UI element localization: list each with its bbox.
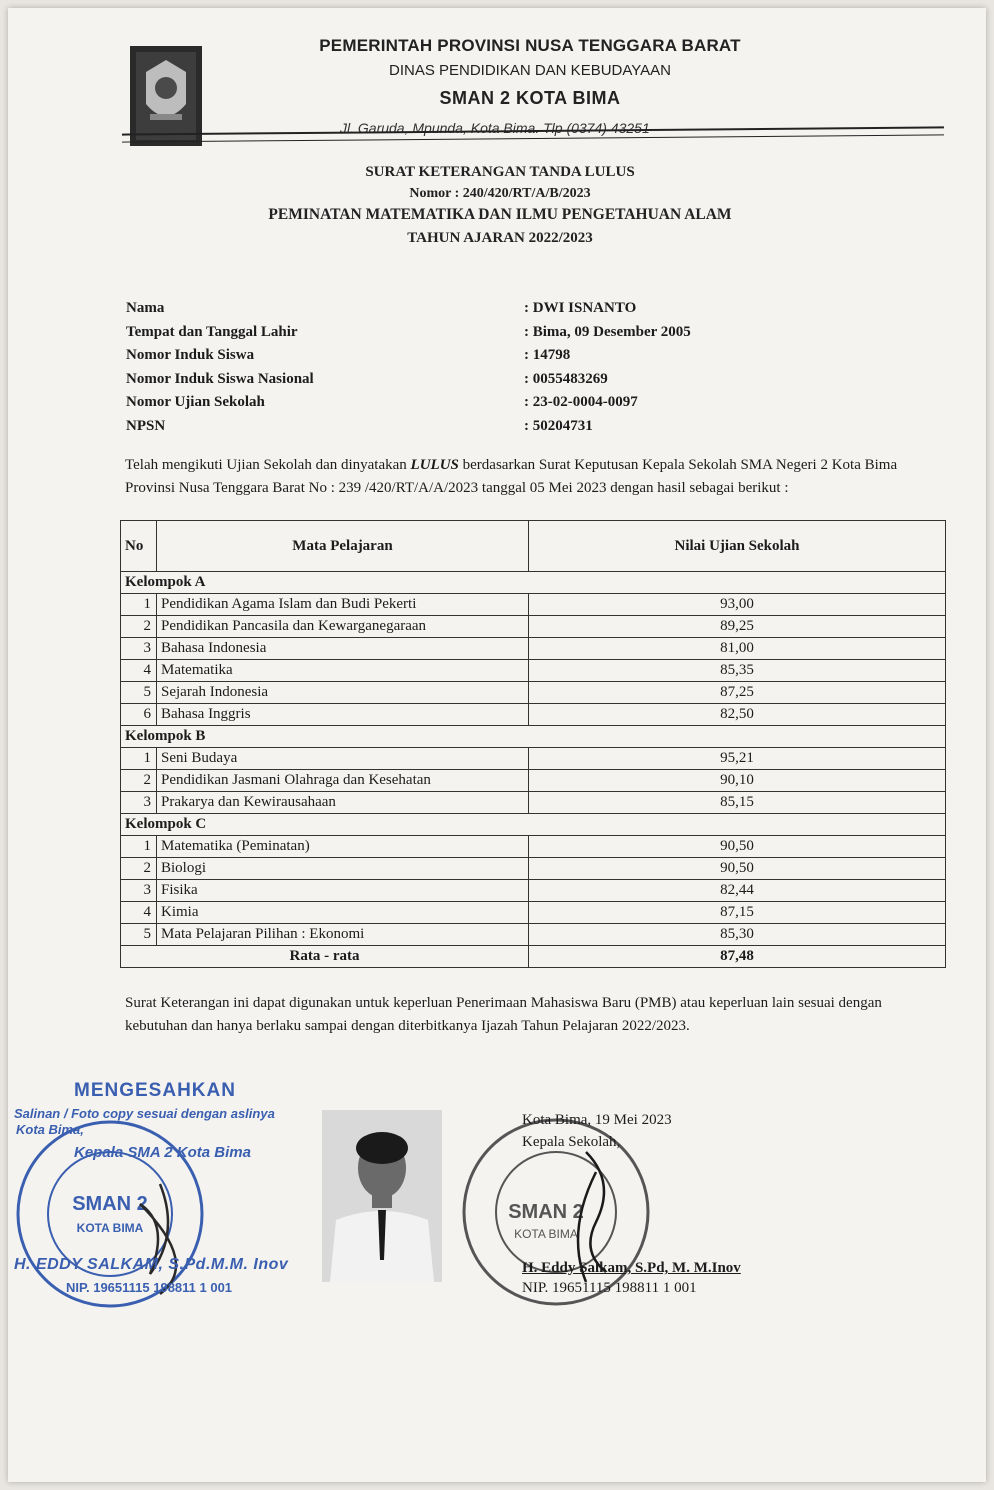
intro-before: Telah mengikuti Ujian Sekolah dan dinyatakan <box>125 457 411 473</box>
closing-paragraph: Surat Keterangan ini dapat digunakan untuk keperluan Penerimaan Mahasiswa Baru (PMB) atau keperluan lain sesuai dengan kebutuhan dan hanya berlaku sampai dengan diterbitkanya Ijazah Tahun Pelajaran 2022/2023. <box>125 995 882 1034</box>
info-value: : 14798 <box>524 347 571 363</box>
row-score: 90,10 <box>529 770 946 792</box>
legalization-stamp <box>10 1080 330 1320</box>
row-score: 82,50 <box>529 704 946 726</box>
row-no: 2 <box>121 770 157 792</box>
table-row <box>121 682 946 704</box>
average-value: 87,48 <box>529 946 946 968</box>
row-score: 87,25 <box>529 682 946 704</box>
info-row <box>126 418 826 442</box>
student-photo <box>322 1110 442 1282</box>
row-score: 87,15 <box>529 902 946 924</box>
col-no-header: No <box>121 521 157 572</box>
table-row <box>121 660 946 682</box>
info-label: Tempat dan Tanggal Lahir <box>126 323 298 340</box>
average-label: Rata - rata <box>121 946 529 968</box>
info-value: : Bima, 09 Desember 2005 <box>524 323 691 340</box>
average-row <box>121 946 946 968</box>
row-subject: Fisika <box>157 880 529 902</box>
row-subject: Pendidikan Pancasila dan Kewarganegaraan <box>157 616 529 638</box>
row-no: 4 <box>121 902 157 924</box>
row-no: 2 <box>121 858 157 880</box>
info-label: Nama <box>126 300 165 316</box>
signature-nip: NIP. 19651115 198811 1 001 <box>522 1280 697 1296</box>
document-program: PEMINATAN MATEMATIKA DAN ILMU PENGETAHUAN ALAM <box>268 206 732 223</box>
intro-after: berdasarkan Surat Keputusan Kepala Sekolah SMA Negeri 2 Kota Bima Provinsi Nusa Tenggara Barat No : 239 /420/RT/A/A/2023 tanggal 05 Mei 2023 dengan hasil sebagai berikut : <box>125 457 898 496</box>
table-row <box>121 594 946 616</box>
row-score: 90,50 <box>529 836 946 858</box>
info-label: Nomor Ujian Sekolah <box>126 394 265 410</box>
row-subject: Mata Pelajaran Pilihan : Ekonomi <box>157 924 529 946</box>
table-row <box>121 748 946 770</box>
row-score: 95,21 <box>529 748 946 770</box>
row-subject: Sejarah Indonesia <box>157 682 529 704</box>
document-title: SURAT KETERANGAN TANDA LULUS <box>365 164 635 180</box>
legalization-heading: MENGESAHKAN <box>74 1080 236 1101</box>
row-no: 1 <box>121 836 157 858</box>
row-subject: Pendidikan Jasmani Olahraga dan Kesehatan <box>157 770 529 792</box>
row-no: 6 <box>121 704 157 726</box>
stamp-school-text: SMAN 2 <box>72 1193 148 1215</box>
info-label: NPSN <box>126 417 166 434</box>
intro-lulus: LULUS <box>410 457 459 473</box>
row-score: 82,44 <box>529 880 946 902</box>
legalization-role: Kepala SMA 2 Kota Bima <box>74 1144 251 1161</box>
row-score: 89,25 <box>529 616 946 638</box>
table-row <box>121 924 946 946</box>
signature-place-date: Kota Bima, 19 Mei 2023 <box>522 1112 672 1128</box>
stamp-city-text: KOTA BIMA <box>514 1227 578 1241</box>
document-year: TAHUN AJARAN 2022/2023 <box>407 230 593 246</box>
col-subject-header: Mata Pelajaran <box>157 521 529 572</box>
info-row <box>126 394 826 418</box>
table-row <box>121 858 946 880</box>
row-score: 85,30 <box>529 924 946 946</box>
row-no: 5 <box>121 682 157 704</box>
table-row <box>121 616 946 638</box>
info-value: : DWI ISNANTO <box>524 300 637 316</box>
info-label: Nomor Induk Siswa Nasional <box>126 370 314 387</box>
legalization-city: Kota Bima, <box>16 1122 84 1137</box>
group-row <box>121 814 946 836</box>
header-department: DINAS PENDIDIKAN DAN KEBUDAYAAN <box>388 62 671 79</box>
info-value: : 23-02-0004-0097 <box>524 394 638 410</box>
info-row <box>126 300 826 324</box>
row-subject: Kimia <box>157 902 529 924</box>
table-row <box>121 880 946 902</box>
info-value: : 50204731 <box>524 417 593 434</box>
table-row <box>121 792 946 814</box>
stamp-school-text: SMAN 2 <box>508 1201 584 1223</box>
info-row <box>126 324 826 348</box>
table-row <box>121 902 946 924</box>
group-label: Kelompok A <box>121 572 946 594</box>
group-label: Kelompok C <box>121 814 946 836</box>
row-subject: Bahasa Indonesia <box>157 638 529 660</box>
legalization-copy-note: Salinan / Foto copy sesuai dengan aslinya <box>14 1106 275 1121</box>
group-row <box>121 572 946 594</box>
row-subject: Pendidikan Agama Islam dan Budi Pekerti <box>157 594 529 616</box>
student-info <box>126 300 826 441</box>
row-subject: Biologi <box>157 858 529 880</box>
row-subject: Matematika (Peminatan) <box>157 836 529 858</box>
info-label: Nomor Induk Siswa <box>126 347 255 363</box>
grades-table <box>120 520 946 968</box>
header-school: SMAN 2 KOTA BIMA <box>439 88 621 108</box>
row-subject: Seni Budaya <box>157 748 529 770</box>
stamp-city-text: KOTA BIMA <box>76 1221 144 1235</box>
group-label: Kelompok B <box>121 726 946 748</box>
row-no: 1 <box>121 748 157 770</box>
row-score: 85,35 <box>529 660 946 682</box>
row-score: 81,00 <box>529 638 946 660</box>
group-row <box>121 726 946 748</box>
header-address: Jl. Garuda, Mpunda, Kota Bima. Tlp (0374) 43251 <box>340 120 650 136</box>
row-subject: Prakarya dan Kewirausahaan <box>157 792 529 814</box>
table-row <box>121 638 946 660</box>
row-score: 85,15 <box>529 792 946 814</box>
table-row <box>121 836 946 858</box>
table-row <box>121 770 946 792</box>
row-no: 3 <box>121 880 157 902</box>
row-no: 5 <box>121 924 157 946</box>
intro-paragraph <box>125 454 915 500</box>
signature-name: H. Eddy Salkam, S.Pd, M. M.Inov <box>522 1260 741 1276</box>
document-number: Nomor : 240/420/RT/A/B/2023 <box>409 186 591 201</box>
col-score-header: Nilai Ujian Sekolah <box>529 521 946 572</box>
row-no: 2 <box>121 616 157 638</box>
header-government: PEMERINTAH PROVINSI NUSA TENGGARA BARAT <box>319 36 741 55</box>
row-no: 3 <box>121 638 157 660</box>
row-no: 3 <box>121 792 157 814</box>
table-row <box>121 704 946 726</box>
info-row <box>126 347 826 371</box>
row-subject: Matematika <box>157 660 529 682</box>
legalization-nip: NIP. 19651115 198811 1 001 <box>66 1280 233 1295</box>
row-score: 93,00 <box>529 594 946 616</box>
info-row <box>126 371 826 395</box>
row-score: 90,50 <box>529 858 946 880</box>
row-no: 1 <box>121 594 157 616</box>
table-header-row <box>121 521 946 572</box>
row-no: 4 <box>121 660 157 682</box>
legalization-name: H. EDDY SALKAM, S.Pd.M.M. Inov <box>14 1256 289 1273</box>
row-subject: Bahasa Inggris <box>157 704 529 726</box>
info-value: : 0055483269 <box>524 370 608 387</box>
signature-role: Kepala Sekolah, <box>522 1134 621 1150</box>
